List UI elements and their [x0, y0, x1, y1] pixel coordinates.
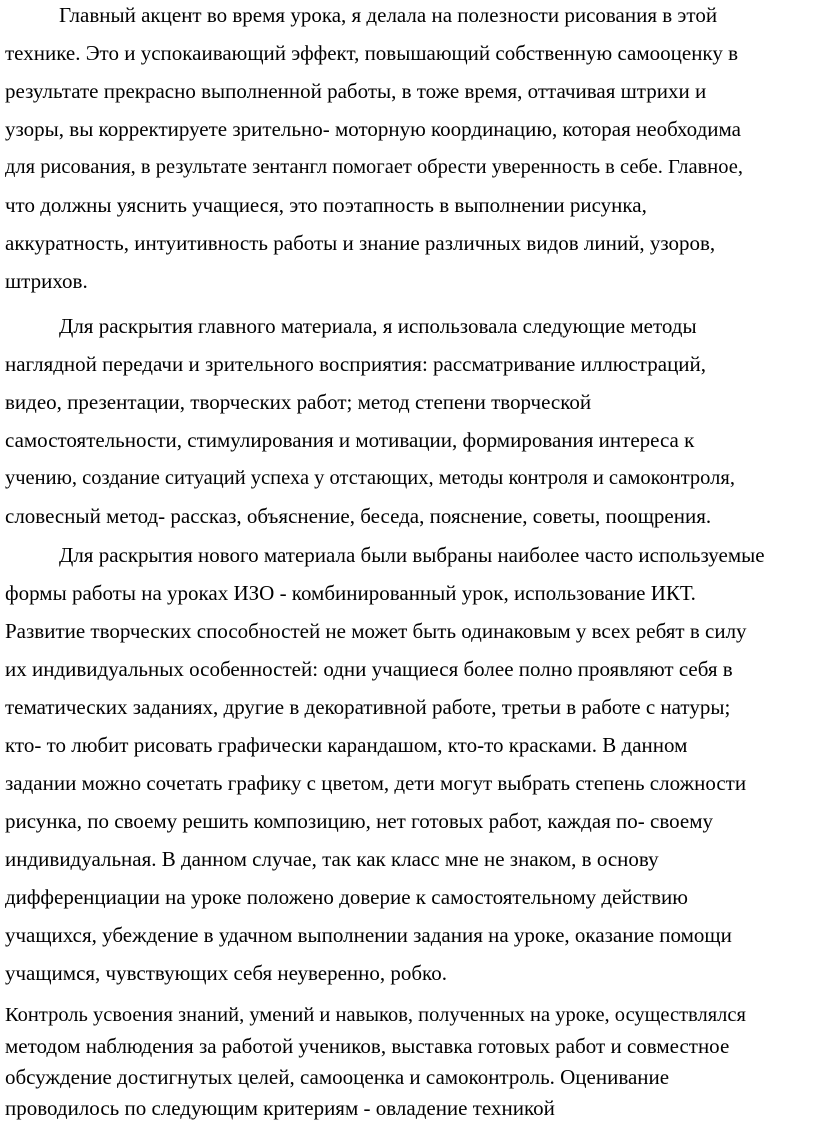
- paragraph-1-line-3: результате прекрасно выполненной работы, в тоже время, оттачивая штрихи и: [5, 79, 707, 103]
- paragraph-3-line-11: учащихся, убеждение в удачном выполнении задания на уроке, оказание помощи: [5, 923, 732, 947]
- paragraph-3-line-2: формы работы на уроках ИЗО - комбинированный урок, использование ИКТ.: [5, 581, 696, 605]
- paragraph-1-line-5: для рисования, в результате зентангл помогает обрести уверенность в себе. Главное,: [5, 156, 743, 178]
- paragraph-3-line-9: индивидуальная. В данном случае, так как класс мне не знаком, в основу: [5, 847, 659, 871]
- paragraph-3-line-4: их индивидуальных особенностей: одни учащиеся более полно проявляют себя в: [5, 657, 733, 681]
- paragraph-3-line-12: учащимся, чувствующих себя неуверенно, робко.: [5, 961, 447, 985]
- paragraph-3-line-7: задании можно сочетать графику с цветом, дети могут выбрать степень сложности: [5, 771, 747, 795]
- paragraph-3-line-1: Для раскрытия нового материала были выбраны наиболее часто используемые: [59, 543, 765, 567]
- paragraph-4-line-1: Контроль усвоения знаний, умений и навыков, полученных на уроке, осуществлялся: [5, 1004, 746, 1026]
- paragraph-3-line-10: дифференциации на уроке положено доверие к самостоятельному действию: [5, 885, 688, 909]
- paragraph-1-line-8: штрихов.: [5, 269, 88, 293]
- paragraph-4-line-3: обсуждение достигнутых целей, самооценка и самоконтроль. Оценивание: [5, 1065, 670, 1089]
- paragraph-2-line-6: словесный метод- рассказ, объяснение, беседа, пояснение, советы, поощрения.: [5, 504, 712, 528]
- paragraph-4-line-4: проводилось по следующим критериям - овладение техникой: [5, 1096, 555, 1120]
- paragraph-3-line-6: кто- то любит рисовать графически карандашом, кто-то красками. В данном: [5, 733, 688, 757]
- paragraph-1-line-2: технике. Это и успокаивающий эффект, повышающий собственную самооценку в: [5, 41, 739, 65]
- paragraph-3-line-3: Развитие творческих способностей не может быть одинаковым у всех ребят в силу: [5, 619, 747, 643]
- paragraph-1-line-4: узоры, вы корректируете зрительно- моторную координацию, которая необходима: [5, 117, 741, 141]
- paragraph-1-line-7: аккуратность, интуитивность работы и знание различных видов линий, узоров,: [5, 231, 716, 255]
- paragraph-2-line-4: самостоятельности, стимулирования и мотивации, формирования интереса к: [5, 428, 695, 452]
- paragraph-3-line-8: рисунка, по своему решить композицию, нет готовых работ, каждая по- своему: [5, 809, 713, 833]
- paragraph-1-line-1: Главный акцент во время урока, я делала на полезности рисования в этой: [59, 3, 718, 27]
- paragraph-3-line-5: тематических заданиях, другие в декоративной работе, третьи в работе с натуры;: [5, 695, 731, 719]
- paragraph-1-line-6: что должны уяснить учащиеся, это поэтапность в выполнении рисунка,: [5, 193, 647, 217]
- paragraph-2-line-2: наглядной передачи и зрительного восприятия: рассматривание иллюстраций,: [5, 352, 707, 376]
- paragraph-2-line-3: видео, презентации, творческих работ; метод степени творческой: [5, 390, 592, 414]
- paragraph-2-line-5: учению, создание ситуаций успеха у отстающих, методы контроля и самоконтроля,: [5, 467, 735, 489]
- paragraph-2-line-1: Для раскрытия главного материала, я использовала следующие методы: [59, 314, 697, 338]
- paragraph-4-line-2: методом наблюдения за работой учеников, выставка готовых работ и совместное: [5, 1034, 730, 1058]
